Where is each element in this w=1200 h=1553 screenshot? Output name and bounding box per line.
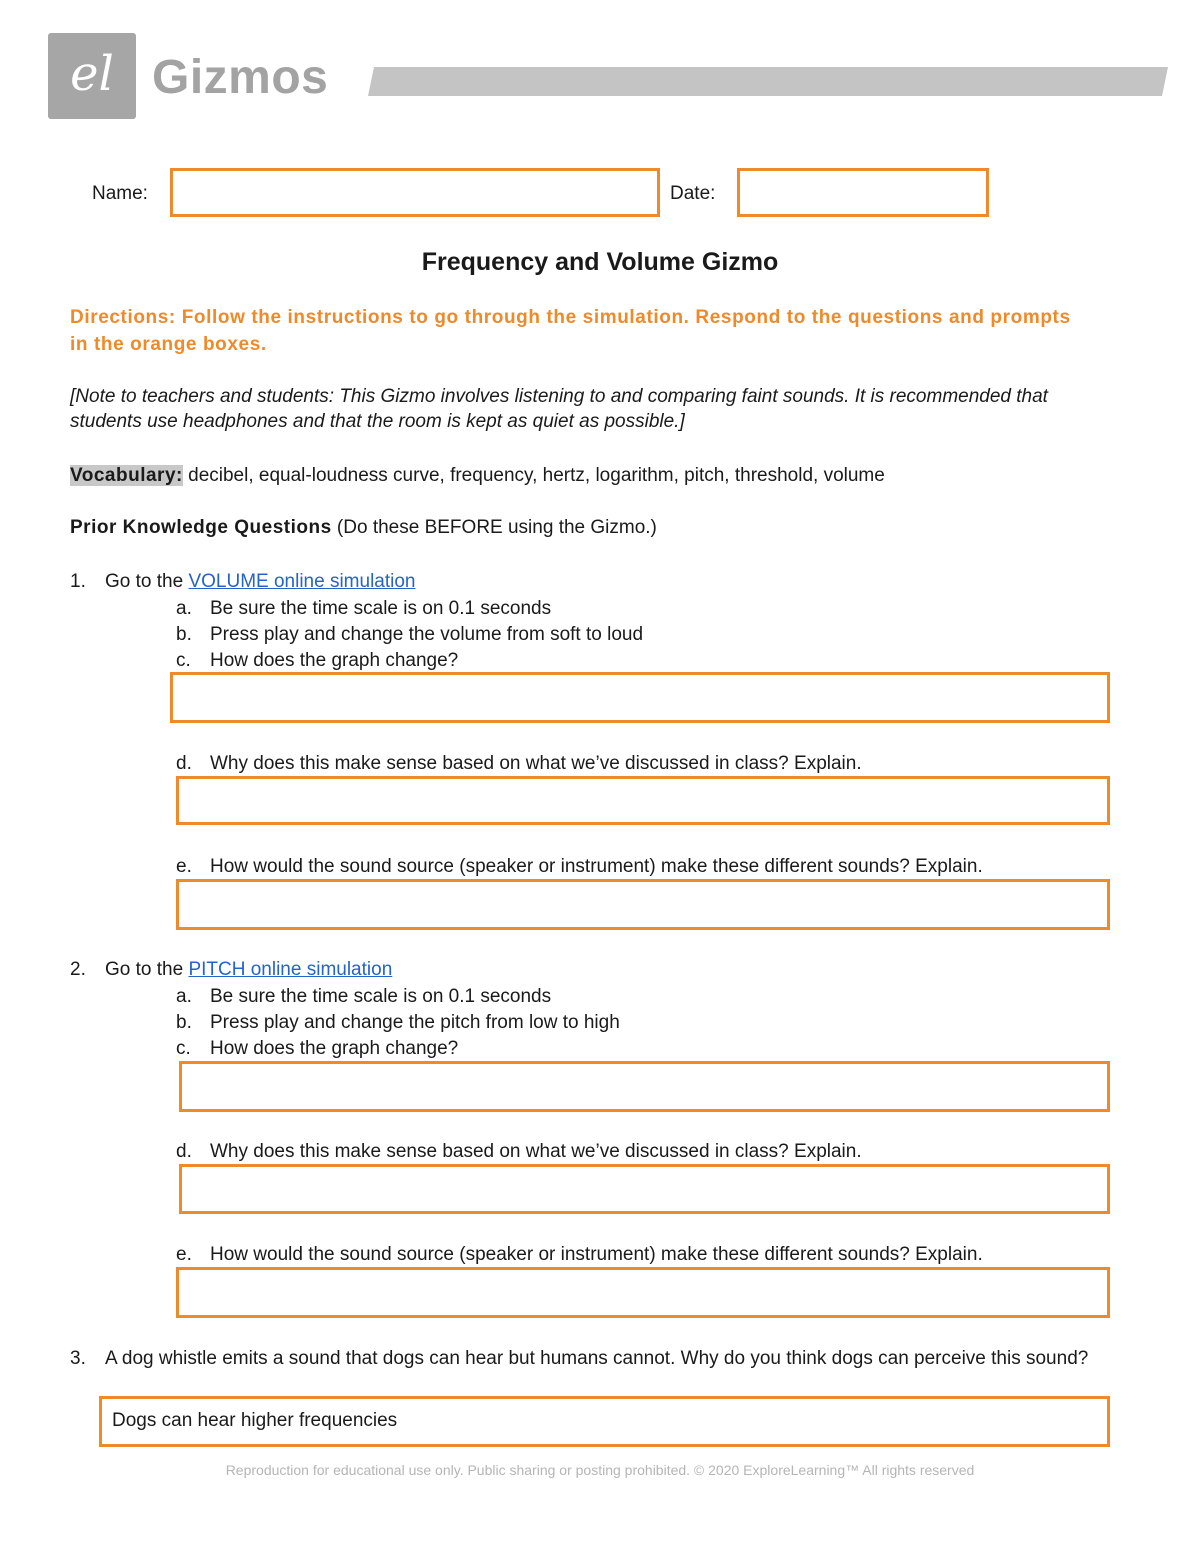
answer-box-2d[interactable] bbox=[179, 1164, 1110, 1214]
question-2b: b. Press play and change the pitch from low to high bbox=[176, 1012, 620, 1033]
explorelearning-logo-icon: el bbox=[70, 46, 114, 102]
answer-3-text: Dogs can hear higher frequencies bbox=[112, 1410, 398, 1431]
prior-knowledge-heading bbox=[70, 515, 1130, 541]
answer-box-2e[interactable] bbox=[176, 1267, 1110, 1318]
answer-box-3[interactable] bbox=[99, 1396, 1110, 1447]
directions-text: Directions: Follow the instructions to go through the simulation. Respond to the questions and prompts in the orange boxes. bbox=[70, 307, 1071, 355]
page-title: Frequency and Volume Gizmo bbox=[421, 248, 779, 276]
name-label: Name: bbox=[92, 183, 148, 204]
prior-knowledge-note: (Do these BEFORE using the Gizmo.) bbox=[331, 517, 657, 538]
answer-box-2c[interactable] bbox=[179, 1061, 1110, 1112]
teacher-note: [Note to teachers and students: This Gizmo involves listening to and comparing faint sounds. It is recommended that students use headphones and that the room is kept as quiet as possible.] bbox=[70, 386, 1048, 432]
question-1d: d. Why does this make sense based on what we’ve discussed in class? Explain. bbox=[176, 753, 862, 774]
question-2-text bbox=[105, 957, 392, 983]
vocabulary-label: Vocabulary: bbox=[70, 465, 183, 486]
question-2c: c. How does the graph change? bbox=[176, 1038, 459, 1059]
question-2-number: 2. bbox=[70, 959, 86, 980]
question-1c: c. How does the graph change? bbox=[176, 650, 459, 671]
answer-box-1d[interactable] bbox=[176, 776, 1110, 825]
question-1-text bbox=[105, 569, 416, 595]
answer-box-1e[interactable] bbox=[176, 879, 1110, 930]
question-2d: d. Why does this make sense based on what we’ve discussed in class? Explain. bbox=[176, 1141, 862, 1162]
question-1e: e. How would the sound source (speaker or instrument) make these different sounds? Explain. bbox=[176, 856, 983, 877]
copyright-footer: Reproduction for educational use only. Public sharing or posting prohibited. © 2020 ExploreLearning™ All rights reserved bbox=[225, 1462, 975, 1478]
question-1-number: 1. bbox=[70, 571, 86, 592]
question-3-number: 3. bbox=[70, 1348, 86, 1369]
answer-box-1c[interactable] bbox=[170, 672, 1110, 723]
question-3-text: A dog whistle emits a sound that dogs can hear but humans cannot. Why do you think dogs can perceive this sound? bbox=[105, 1348, 1089, 1369]
prior-knowledge-label: Prior Knowledge Questions bbox=[70, 517, 332, 538]
question-2e: e. How would the sound source (speaker or instrument) make these different sounds? Explain. bbox=[176, 1244, 983, 1265]
date-input[interactable] bbox=[737, 168, 989, 217]
question-2a: a. Be sure the time scale is on 0.1 seconds bbox=[176, 986, 552, 1007]
question-1a: a. Be sure the time scale is on 0.1 seconds bbox=[176, 598, 552, 619]
vocabulary-terms: decibel, equal-loudness curve, frequency, hertz, logarithm, pitch, threshold, volume bbox=[182, 465, 885, 486]
volume-simulation-link[interactable]: VOLUME online simulation bbox=[188, 571, 416, 592]
question-2-prefix: Go to the bbox=[105, 959, 189, 980]
question-1b: b. Press play and change the volume from soft to loud bbox=[176, 624, 644, 645]
brand-name: Gizmos bbox=[152, 51, 329, 104]
date-label: Date: bbox=[670, 183, 716, 204]
pitch-simulation-link[interactable]: PITCH online simulation bbox=[188, 959, 393, 980]
vocabulary-line bbox=[70, 463, 1130, 489]
header-banner-bar bbox=[368, 67, 1168, 96]
question-1-prefix: Go to the bbox=[105, 571, 189, 592]
name-input[interactable] bbox=[170, 168, 660, 217]
